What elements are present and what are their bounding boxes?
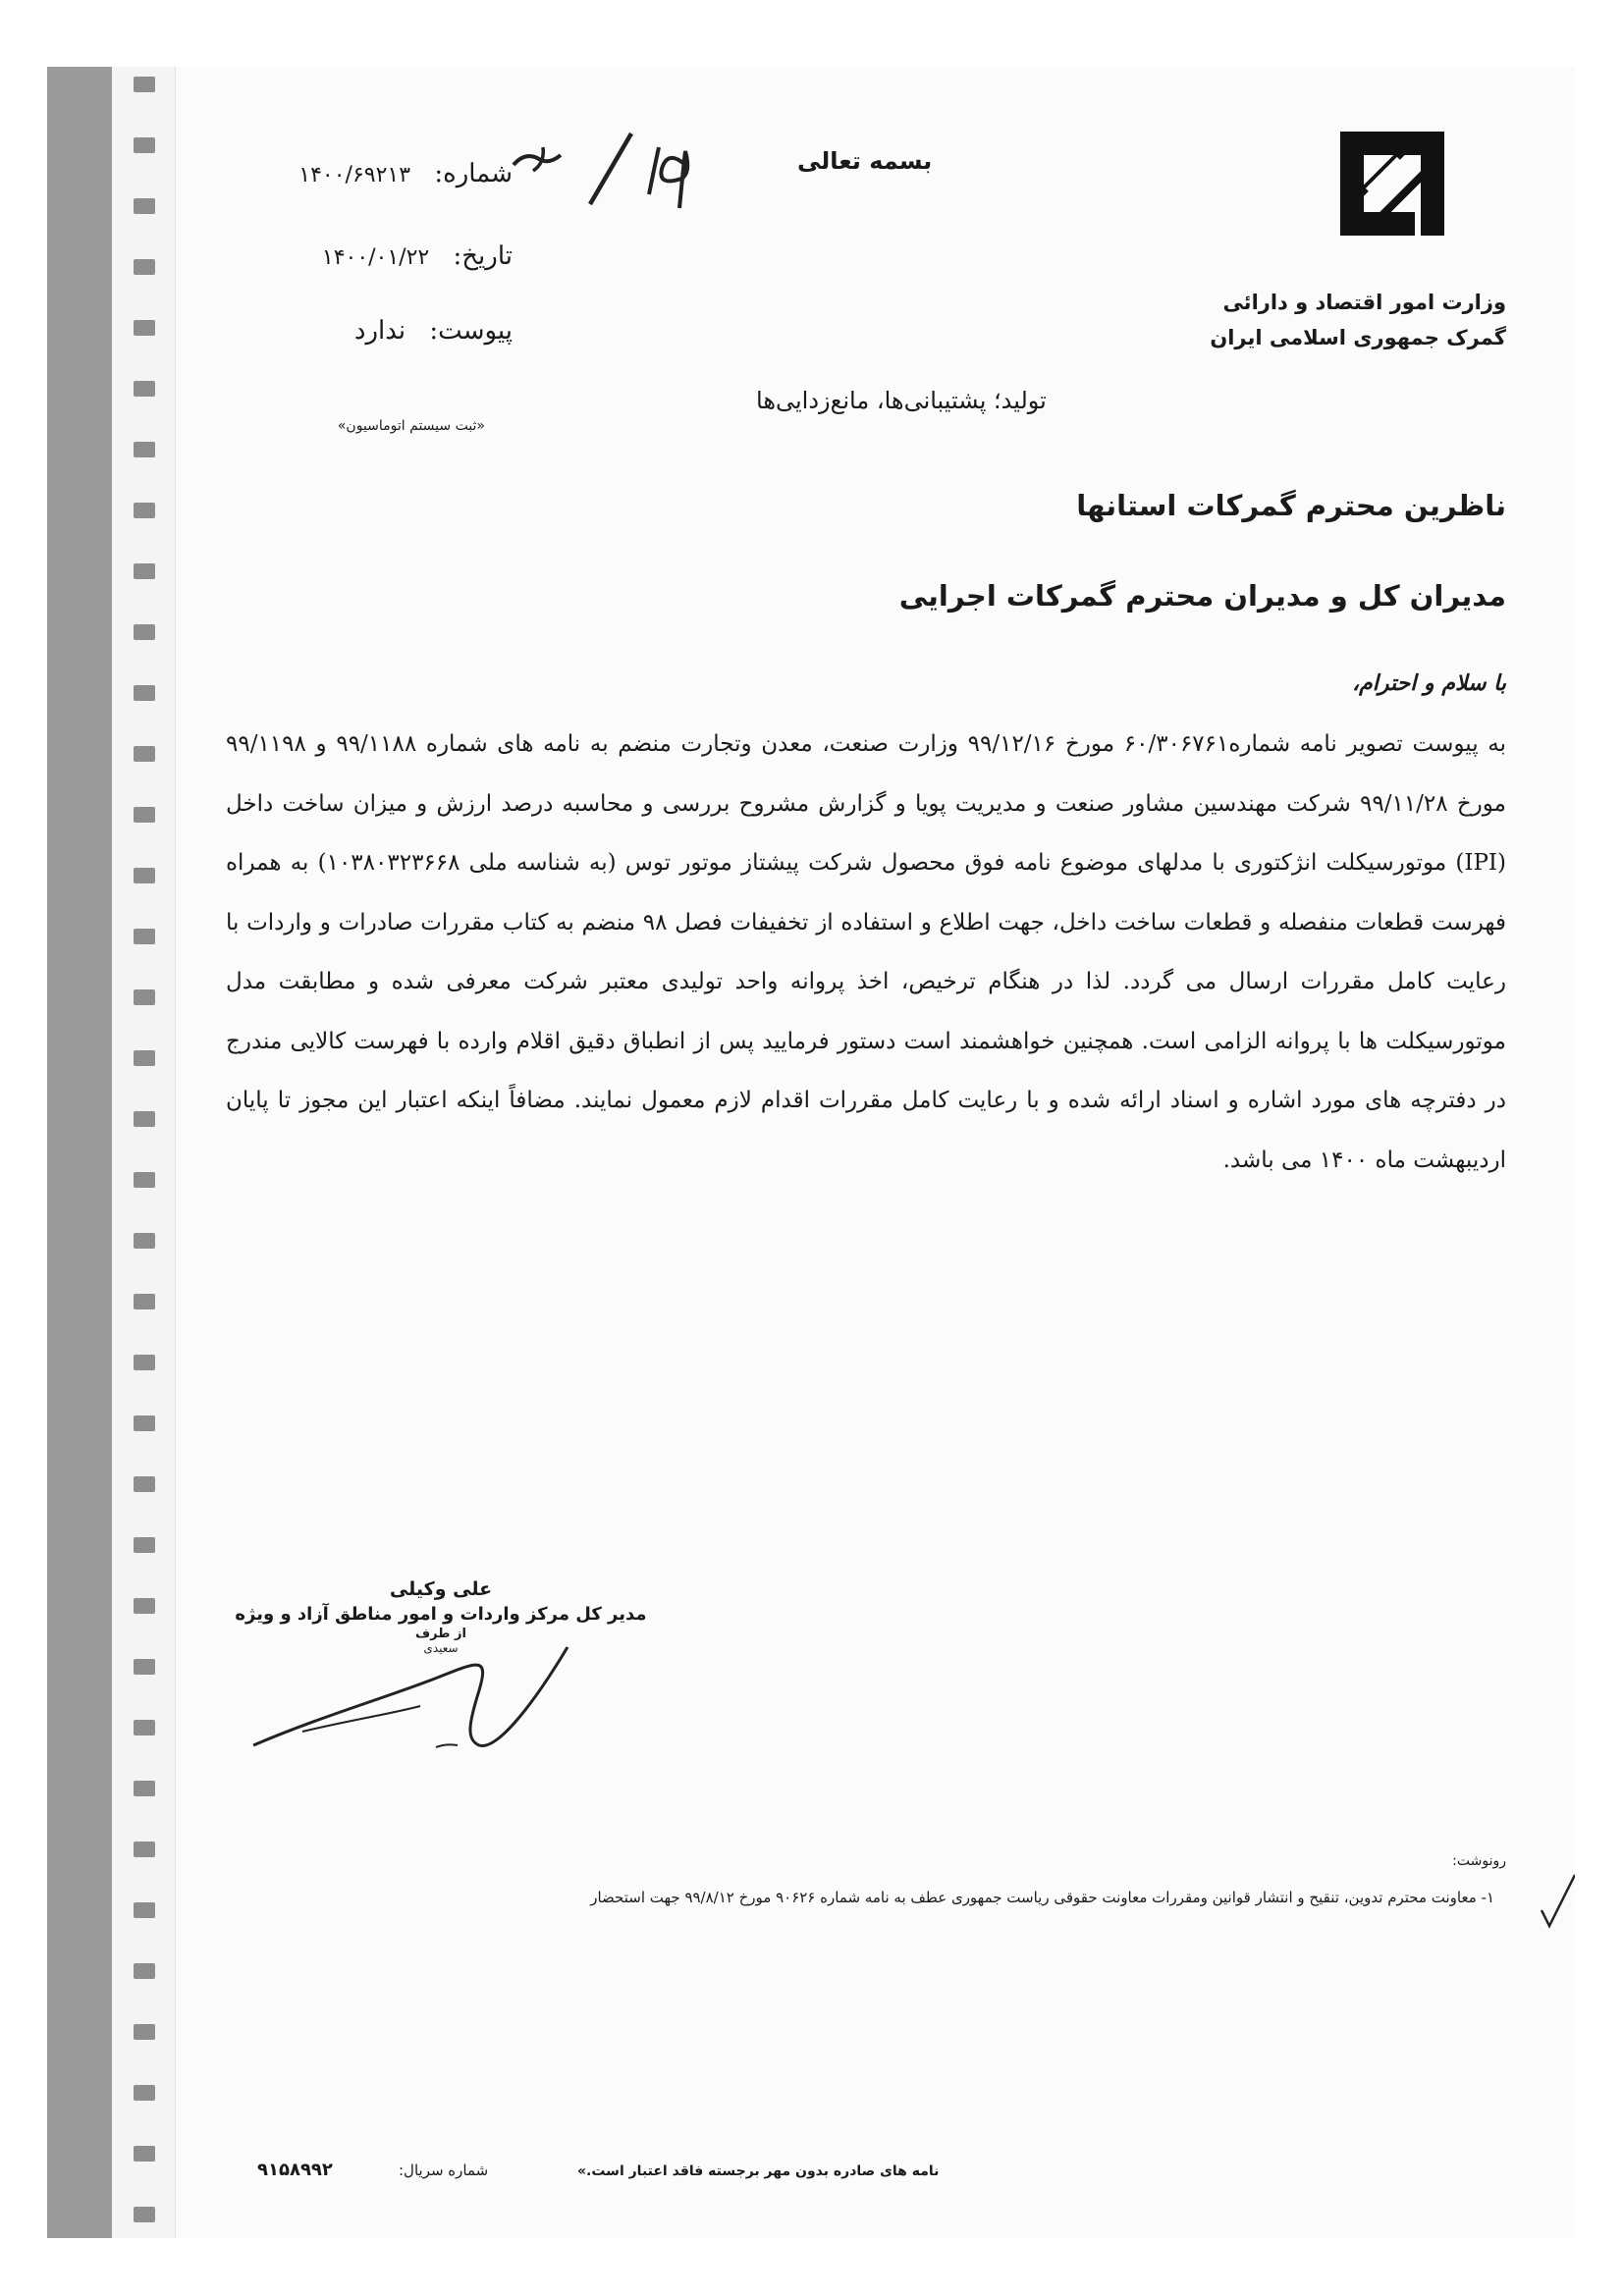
cc-heading: رونوشت: <box>1452 1853 1506 1869</box>
serial-value: ۹۱۵۸۹۹۲ <box>257 2160 333 2180</box>
binding-hole <box>134 624 155 640</box>
letter-attachment <box>354 316 513 346</box>
date-value: ۱۴۰۰/۰۱/۲۲ <box>321 245 430 270</box>
binding-hole <box>134 320 155 336</box>
addressee-2: مدیران کل و مدیران محترم گمرکات اجرایی <box>898 579 1506 613</box>
on-behalf-text: از طرف <box>415 1627 466 1641</box>
addressee-1: ناظرین محترم گمرکات استانها <box>1076 489 1506 522</box>
binding-hole <box>134 685 155 701</box>
letter-date <box>322 241 513 271</box>
greeting: با سلام و احترام، <box>1352 671 1506 696</box>
binding-hole <box>134 2207 155 2222</box>
binding-hole <box>134 1476 155 1492</box>
binding-hole <box>134 1963 155 1979</box>
binding-hole <box>134 137 155 153</box>
automation-note: «ثبت سیستم اتوماسیون» <box>337 418 485 434</box>
customs-name: گمرک جمهوری اسلامی ایران <box>1210 326 1506 349</box>
attachment-label: پیوست: <box>429 316 513 346</box>
binding-hole <box>134 807 155 823</box>
bismillah: بسمه تعالی <box>797 147 933 175</box>
binding-hole <box>134 2085 155 2101</box>
binding-hole <box>134 1537 155 1553</box>
signer-title: مدیر کل مرکز واردات و امور مناطق آزاد و ویژه <box>235 1604 647 1625</box>
ministry-block <box>1210 285 1506 355</box>
footer-validity-note: نامه های صادره بدون مهر برجسته فاقد اعتبار است.» <box>577 2163 940 2179</box>
binding-hole <box>134 77 155 92</box>
binding-hole <box>134 1659 155 1675</box>
number-value: ۱۴۰۰/۶۹۲۱۳ <box>298 163 411 187</box>
signature-scribble <box>243 1637 597 1755</box>
serial-label: شماره سریال: <box>399 2162 489 2179</box>
binding-hole <box>134 1050 155 1066</box>
deputy-signer: سعیدی <box>423 1641 459 1655</box>
binding-hole <box>134 1598 155 1614</box>
binding-hole <box>134 1902 155 1918</box>
binding-hole <box>134 442 155 457</box>
binding-hole <box>134 2146 155 2162</box>
cc-line: ۱- معاونت محترم تدوین، تنقیح و انتشار قوانین ومقررات معاونت حقوقی ریاست جمهوری عطف به نامه شماره ۹۰۶۲۶ مورخ ۹۹/۸/۱۲ جهت استحضار <box>590 1889 1494 1906</box>
binding-hole <box>134 503 155 518</box>
binding-hole <box>134 381 155 397</box>
binding-hole <box>134 1781 155 1796</box>
binding-hole <box>134 989 155 1005</box>
binding-holes <box>112 67 176 2238</box>
binding-hole <box>134 929 155 944</box>
date-label: تاریخ: <box>453 241 513 271</box>
binding-strip <box>47 67 112 2238</box>
binding-hole <box>134 1355 155 1370</box>
binding-hole <box>134 1172 155 1188</box>
binding-hole <box>134 1233 155 1249</box>
letter-body: به پیوست تصویر نامه شماره۶۰/۳۰۶۷۶۱ مورخ ۹۹/۱۲/۱۶ وزارت صنعت، معدن وتجارت منضم به نامه های شماره ۹۹/۱۱۸۸ و ۹۹/۱۱۹۸ مورخ ۹۹/۱۱/۲۸ شرکت مهندسین مشاور صنعت و مدیریت پویا و گزارش مشروح بررسی و محاسبه درصد ارزش و میزان ساخت داخل (IPI) موتورسیکلت انژکتوری با مدلهای موضوع نامه فوق محصول شرکت پیشتاز موتور توس (به شناسه ملی ۱۰۳۸۰۳۲۳۶۶۸) به همراه فهرست قطعات منفصله و قطعات ساخت داخل، جهت اطلاع و استفاده از تخفیفات فصل ۹۸ منضم به کتاب مقررات صادرات و واردات با رعایت کامل مقررات ارسال می گردد. لذا در هنگام ترخیص، اخذ پروانه واحد تولیدی معتبر شرکت معرفی شده و مطابقت مدل موتورسیکلت ها با پروانه الزامی است. همچنین خواهشمند است دستور فرمایید پس از انطباق دقیق اقلام وارده با فهرست کالایی مندرج در دفترچه های مورد اشاره و اسناد ارائه شده و با رعایت کامل مقررات اقدام لازم معمول نمایند. مضافاً اینکه اعتبار این مجوز تا پایان اردیبهشت ماه ۱۴۰۰ می باشد. <box>226 731 1507 1173</box>
binding-hole <box>134 1294 155 1309</box>
letter-subject: تولید؛ پشتیبانی‌ها، مانع‌زدایی‌ها <box>756 387 1047 414</box>
binding-hole <box>134 198 155 214</box>
cc-check-mark <box>1540 1871 1575 1930</box>
signer-name: علی وکیلی <box>389 1578 493 1600</box>
ministry-name: وزارت امور اقتصاد و دارائی <box>1222 291 1506 314</box>
letter-page <box>47 67 1575 2238</box>
binding-hole <box>134 259 155 275</box>
binding-hole <box>134 1720 155 1735</box>
binding-hole <box>134 746 155 762</box>
letter-number <box>298 159 513 188</box>
binding-hole <box>134 1842 155 1857</box>
customs-logo-icon <box>1340 132 1444 236</box>
binding-hole <box>134 2024 155 2040</box>
number-label: شماره: <box>434 159 513 188</box>
binding-hole <box>134 868 155 883</box>
attachment-value: ندارد <box>353 316 406 346</box>
binding-hole <box>134 1415 155 1431</box>
binding-hole <box>134 563 155 579</box>
binding-hole <box>134 1111 155 1127</box>
